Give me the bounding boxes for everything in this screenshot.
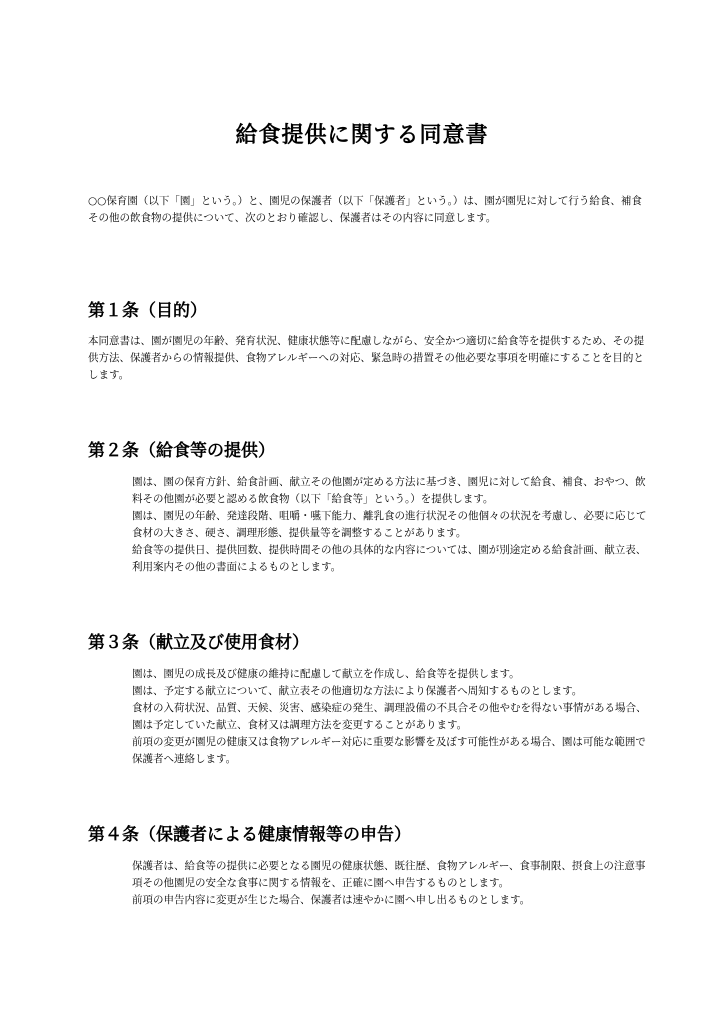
article-3-paragraph-3: 食材の入荷状況、品質、天候、災害、感染症の発生、調理設備の不具合その他やむを得ない事情がある場合、園は予定していた献立、食材又は調理方法を変更することがあります。 — [132, 702, 647, 731]
article-4-body — [132, 858, 650, 909]
article-3-paragraph-1: 園は、園児の成長及び健康の維持に配慮して献立を作成し、給食等を提供します。 — [132, 668, 520, 680]
article-2-paragraph-2: 園は、園児の年齢、発達段階、咀嚼・嚥下能力、離乳食の進行状況その他個々の状況を考慮し、必要に応じて食材の大きさ、硬さ、調理形態、提供量等を調整することがあります。 — [132, 510, 647, 539]
document-title: 給食提供に関する同意書 — [235, 123, 489, 148]
article-3-body — [132, 666, 650, 768]
article-2-heading: 第２条（給食等の提供） — [88, 441, 275, 461]
article-1-paragraph-1: 本同意書は、園が園児の年齢、発育状況、健康状態等に配慮しながら、安全かつ適切に給食等を提供するため、その提供方法、保護者からの情報提供、食物アレルギーへの対応、緊急時の措置その他必要な事項を明確にすることを目的とします。 — [88, 335, 645, 381]
article-1-heading: 第１条（目的） — [88, 301, 207, 321]
article-2-paragraph-3: 給食等の提供日、提供回数、提供時間その他の具体的な内容については、園が別途定める給食計画、献立表、利用案内その他の書面によるものとします。 — [132, 544, 647, 573]
article-2-body — [132, 474, 650, 576]
intro-paragraph: ○○保育園（以下「園」という。）と、園児の保護者（以下「保護者」という。）は、園が園児に対して行う給食、補食その他の飲食物の提供について、次のとおり確認し、保護者はその内容に同意します。 — [88, 195, 642, 224]
article-4-paragraph-2: 前項の申告内容に変更が生じた場合、保護者は速やかに園へ申し出るものとします。 — [132, 894, 531, 906]
article-3-paragraph-2: 園は、予定する献立について、献立表その他適切な方法により保護者へ周知するものとします。 — [132, 685, 583, 697]
article-1-body — [88, 333, 648, 384]
article-4-heading: 第４条（保護者による健康情報等の申告） — [88, 825, 411, 845]
article-4-paragraph-1: 保護者は、給食等の提供に必要となる園児の健康状態、既往歴、食物アレルギー、食事制限、摂食上の注意事項その他園児の安全な食事に関する情報を、正確に園へ申告するものとします。 — [132, 860, 646, 889]
article-2-paragraph-1: 園は、園の保育方針、給食計画、献立その他園が定める方法に基づき、園児に対して給食、補食、おやつ、飲料その他園が必要と認める飲食物（以下「給食等」という。）を提供します。 — [132, 476, 646, 505]
article-3-paragraph-4: 前項の変更が園児の健康又は食物アレルギー対応に重要な影響を及ぼす可能性がある場合、園は可能な範囲で保護者へ連絡します。 — [132, 736, 646, 765]
article-3-heading: 第３条（献立及び使用食材） — [88, 633, 309, 653]
